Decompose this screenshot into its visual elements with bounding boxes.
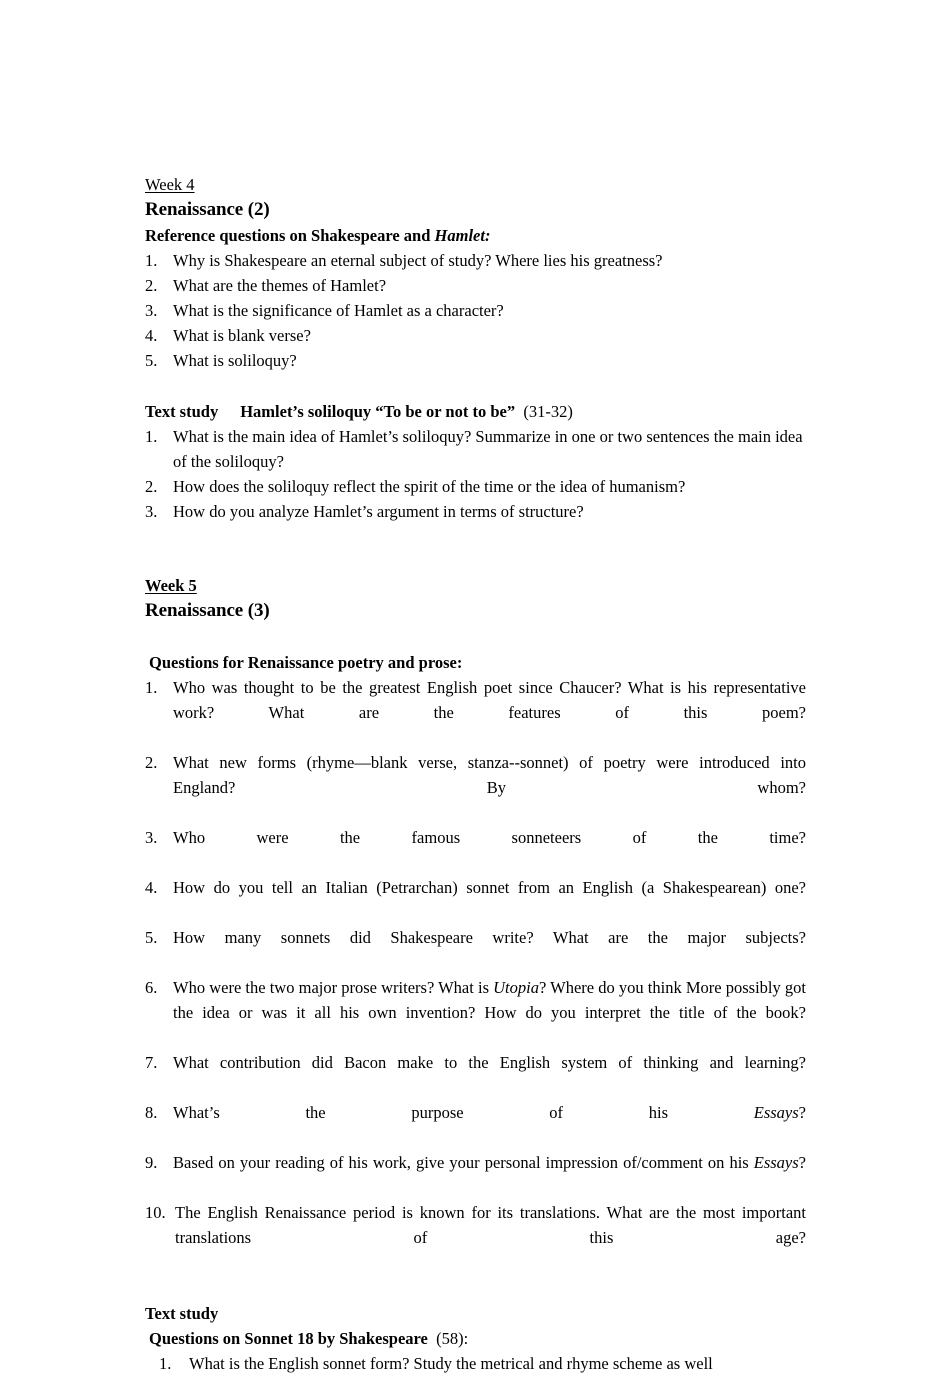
list-item-text [173,875,806,925]
spacer [145,624,806,650]
week4-reference-question-list [145,248,806,373]
list-item-text [173,1050,806,1100]
list-item-text [173,925,806,975]
week5-questions-heading: Questions for Renaissance poetry and prose: [149,653,463,672]
list-item [159,1351,806,1376]
week4-text-study-heading [145,399,806,424]
list-item-number: 2. [145,477,158,496]
list-item-text-pre: The English Renaissance period is known for its translations. What are the most important translations of this age? [175,1203,806,1247]
list-item-number: 4. [145,326,158,345]
list-item-number: 6. [145,978,158,997]
list-item-number: 5. [145,351,158,370]
week5-label: Week 5 [145,576,197,595]
list-item-number: 5. [145,928,158,947]
week4-reference-heading [145,223,806,248]
list-item-text [173,975,806,1050]
list-item-number: 3. [145,502,158,521]
list-item-text: What is the English sonnet form? Study the metrical and rhyme scheme as well [189,1354,713,1373]
list-item-text-pre: Based on your reading of his work, give your personal impression of/comment on his [173,1153,754,1172]
list-item-number: 3. [145,828,158,847]
list-item-number: 2. [145,276,158,295]
list-item [145,1200,806,1275]
list-item-text-post: ? Where do you think More possibly got the idea or was it all his own invention? How do you interpret the title of the book? [173,978,806,1022]
list-item-text-italic: Utopia [493,978,539,997]
week4-reference-heading-text: Reference questions on Shakespeare and [145,226,435,245]
list-item [145,825,806,875]
list-item [145,348,806,373]
list-item-text: What is soliloquy? [173,351,297,370]
week5-section-title: Renaissance (3) [145,600,270,621]
list-item-text-pre: How do you tell an Italian (Petrarchan) sonnet from an English (a Shakespearean) one? [173,878,806,897]
list-item [145,298,806,323]
week5-sonnet-heading-main: Questions on Sonnet 18 by Shakespeare [149,1329,428,1348]
list-item-text: How does the soliloquy reflect the spirit of the time or the idea of humanism? [173,477,686,496]
list-item [145,875,806,925]
week4-text-study-pages-wrap [515,402,573,421]
week4-text-study-pages: (31-32) [523,402,573,421]
list-item-text: How do you analyze Hamlet’s argument in terms of structure? [173,502,584,521]
week4-text-study-label: Text study [145,402,219,421]
list-item-text-pre: What contribution did Bacon make to the English system of thinking and learning? [173,1053,806,1072]
list-item-text [173,1150,806,1200]
list-item [145,424,806,474]
list-item [145,1150,806,1200]
list-item-text [173,1100,806,1150]
list-item [145,925,806,975]
list-item [145,975,806,1050]
list-item-text [173,750,806,825]
list-item-text-italic: Essays [753,1153,799,1172]
list-item-number: 8. [145,1103,158,1122]
list-item-text-pre: Who was thought to be the greatest English poet since Chaucer? What is his representative work? What are the features of this poem? [173,678,806,722]
list-item-number: 3. [145,301,158,320]
list-item-number: 1. [145,251,158,270]
list-item-number: 1. [145,678,158,697]
list-item [145,1050,806,1100]
list-item-text-pre: What’s the purpose of his [173,1103,754,1122]
list-item [145,750,806,825]
list-item-text: What is the main idea of Hamlet’s soliloquy? Summarize in one or two sentences the main idea of the soliloquy? [173,427,803,471]
list-item [145,675,806,750]
list-item-number: 4. [145,878,158,897]
list-item-number: 2. [145,753,158,772]
list-item-text: What is blank verse? [173,326,311,345]
list-item-number: 1. [159,1354,172,1373]
list-item [145,273,806,298]
spacer [145,524,806,573]
list-item-text [173,825,806,875]
list-item [145,499,806,524]
list-item-text-pre: How many sonnets did Shakespeare write? What are the major subjects? [173,928,806,947]
week5-sonnet-heading-pages-wrap [428,1329,468,1348]
week5-sonnet-question-list [145,1351,806,1376]
week5-sonnet-heading [145,1326,806,1351]
week4-reference-heading-italic: Hamlet: [434,226,491,245]
list-item [145,248,806,273]
list-item-text: What is the significance of Hamlet as a character? [173,301,504,320]
list-item-number: 10. [145,1203,166,1222]
list-item [145,474,806,499]
week5-question-list-continued [145,1200,806,1275]
list-item-text-pre: What new forms (rhyme—blank verse, stanza--sonnet) of poetry were introduced into England? By whom? [173,753,806,797]
list-item-text: Why is Shakespeare an eternal subject of study? Where lies his greatness? [173,251,663,270]
list-item [145,1100,806,1150]
list-item-text-pre: Who were the famous sonneteers of the time? [173,828,806,847]
document-content [145,172,806,1376]
list-item-text: What are the themes of Hamlet? [173,276,387,295]
week5-question-list [145,675,806,1200]
week4-section-title: Renaissance (2) [145,199,270,220]
list-item-text [173,675,806,750]
spacer [145,373,806,399]
list-item-number: 7. [145,1053,158,1072]
list-item-text-post: ? [798,1153,806,1172]
list-item [145,323,806,348]
week4-label: Week 4 [145,175,195,194]
list-item-number: 9. [145,1153,158,1172]
list-item-text-pre: Who were the two major prose writers? What is [173,978,494,997]
week5-sonnet-heading-pages: (58): [436,1329,469,1348]
week4-text-study-title: Hamlet’s soliloquy “To be or not to be” [240,402,516,421]
spacer [145,1275,806,1301]
list-item-text [175,1200,806,1275]
list-item-text-italic: Essays [753,1103,799,1122]
week4-text-study-question-list [145,424,806,524]
list-item-number: 1. [145,427,158,446]
week5-text-study-label: Text study [145,1304,219,1323]
list-item-text-post: ? [798,1103,806,1122]
